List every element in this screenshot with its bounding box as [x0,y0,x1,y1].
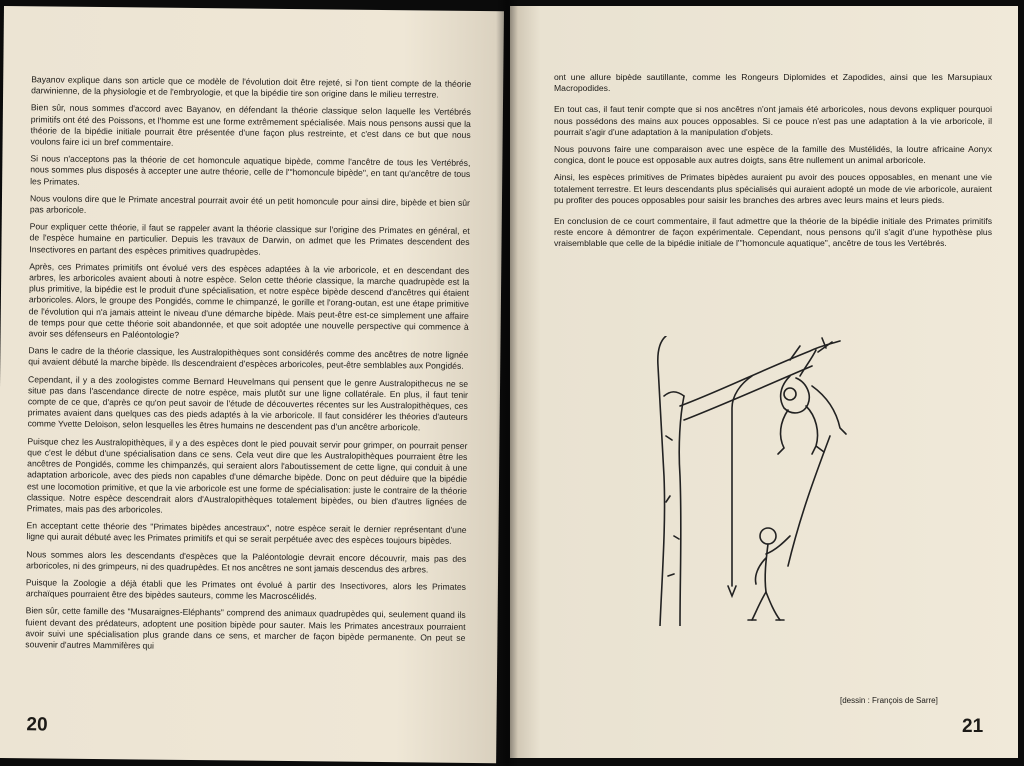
paragraph: En tout cas, il faut tenir compte que si nos ancêtres n'ont jamais été arboricoles, nous devons expliquer pourquoi nous possédons des mains aux pouces opposables. Si ce pouce n'est pas une adaptation à la vie arboricole, il pourrait s'agir d'une adaptation à la manipulation d'objets. [554,104,992,137]
paragraph: Nous voulons dire que le Primate ancestral pourrait avoir été un petit homoncule pour ainsi dire, bipède et bien sûr pas arboricole. [29,193,471,215]
paragraph: Pour expliquer cette théorie, il faut se rappeler avant la théorie classique sur l'origine des Primates en général, et de l'espèce humaine en particulier. Depuis les travaux de Darwin, on admet que les Primates descendent des Insectivores en partant des espèces primitives quadrupèdes. [29,221,470,257]
paragraph: En conclusion de ce court commentaire, il faut admettre que la théorie de la bipédie initiale des Primates primitifs reste encore à démontrer de façon expérimentale. Cependant, nous pensons qu'il s'agit d'une hypothèse plus vraisemblable que celle de la bipédie initiale de l'"homoncule aquatique", ancêtre de tous les Vertébrés. [554,216,992,249]
paragraph: Ainsi, les espèces primitives de Primates bipèdes auraient pu avoir des pouces opposables, en menant une vie totalement terrestre. Et leurs descendants plus spécialisés qui auraient adopté un mode de vie arboricole, auraient pu profiter des pouces opposables pour saisir les branches des arbres avec leurs mains et leurs pieds. [554,172,992,205]
paragraph: Si nous n'acceptons pas la théorie de cet homoncule aquatique bipède, comme l'ancêtre de tous les Vertébrés, nous sommes plus disposés à accepter une autre théorie, celle de l'"homoncule bipède", en tant qu'ancêtre de tous les Primates. [30,153,471,187]
paragraph: Cependant, il y a des zoologistes comme Bernard Heuvelmans qui pensent que le genre Australopithecus ne se situe pas dans l'ascendance directe de notre espèce, mais plutôt sur une ligne collatérale. En plus, il faut tenir compte de ce que, d'après ce qu'on peut savoir de l'étude de découvertes récentes sur les Australopithèques, ces primates avaient dans quelques cas des pieds adaptés à la vie arboricole. Il faut considérer les théories d'auteurs comme Yvette Deloison, selon lesquelles les êtres humains ne descendent pas d'un ancêtre arboricole. [27,373,469,433]
primate-illustration [640,336,880,626]
illustration-credit: [dessin : François de Sarre] [840,696,938,705]
paragraph: Bien sûr, nous sommes d'accord avec Bayanov, en défendant la théorie classique selon laquelle les Vertébrés primitifs ont été des Poissons, et l'homme est une forme extrêmement spécialisée. Mais nous pensons aussi que la théorie de la bipédie initiale pourrait être présentée d'une façon plus restreinte, et c'est dans ce but que nous voulons faire ici un bref commentaire. [30,102,471,148]
right-page [510,6,1018,758]
left-page-text [25,74,471,661]
book-gutter [496,0,518,766]
paragraph: Puisque chez les Australopithèques, il y a des espèces dont le pied pouvait servir pour grimper, on pourrait penser que c'est le début d'une spécialisation dans ce sens. Cela veut dire que les Australopithèques pourraient être les ancêtres de Pongidés, comme les chimpanzés, qui seraient alors l'aboutissement de cette ligne, qui conduit à une adaptation arboricole, avec des pieds non capables d'une démarche bipède. Donc on peut déduire que la bipédie est une locomotion primitive, et que la vie arboricole est une forme de spécialisation: juste le contraire de la théorie classique. Notre espèce descendrait alors d'Australopithèques totalement bipèdes, ou bien d'autres lignées de Primates, mais pas des arboricoles. [26,435,468,515]
paragraph: Nous sommes alors les descendants d'espèces que la Paléontologie devrait encore découvrir, mais pas des arboricoles, ni des grimpeurs, ni des quadrupèdes. Et nos ancêtres ne sont jamais descendus des arbres. [26,548,467,575]
left-page [0,6,504,763]
paragraph: Bien sûr, cette famille des "Musaraignes-Eléphants" comprend des animaux quadrupèdes qui, seulement quand ils fuient devant des prédateurs, adoptent une position bipède pour sauter. Mais les Primates ancestraux pourraient avoir suivi une spécialisation plus grande dans ce sens, et marcher de façon bipède permanente. On peut se souvenir d'autres Mammifères qui [25,605,466,651]
paragraph: ont une allure bipède sautillante, comme les Rongeurs Diplomides et Zapodides, ainsi que les Marsupiaux Macropodides. [554,72,992,94]
paragraph: Après, ces Primates primitifs ont évolué vers des espèces adaptées à la vie arboricole, et en descendant des arbres, les arboricoles avaient abouti à notre espèce. Selon cette théorie classique, la marche quadrupède est la plus primitive, la bipédie est le produit d'une spécialisation, et notre espèce bipède descend d'ancêtres qui étaient arboricoles. Alors, le groupe des Pongidés, comme le chimpanzé, le gorille et l'orang-outan, est une étape primitive de l'évolution qui n'a jamais atteint le niveau d'une démarche bipède. Mais peut-être est-ce simplement une affaire de temps pour que cette théorie soit abandonnée, et que soit adoptée une nouvelle perspective qui commence à avoir ses défenseurs en Paléontologie? [28,261,470,340]
paragraph: Puisque la Zoologie a déjà établi que les Primates ont évolué à partir des Insectivores, alors les Primates archaïques pourraient être des bipèdes sauteurs, comme les Macroscélidés. [25,577,466,602]
page-number-left: 20 [26,714,48,736]
paragraph: Bayanov explique dans son article que ce modèle de l'évolution doit être rejeté, si l'on tient compte de la théorie darwinienne, de la physiologie et de l'embryologie, et que la bipédie tire son origine dans le milieu terrestre. [31,74,472,100]
paragraph: En acceptant cette théorie des "Primates bipèdes ancestraux", notre espèce serait le dernier représentant d'une ligne qui aurait débuté avec les Primates primitifs et qui se serait perpétuée avec des espèces toujours bipèdes. [26,520,467,547]
paragraph: Nous pouvons faire une comparaison avec une espèce de la famille des Mustélidés, la loutre africaine Aonyx congica, dont le pouce est opposable aux autres doigts, sans être nullement un animal arboricole. [554,144,992,166]
paragraph: Dans le cadre de la théorie classique, les Australopithèques sont considérés comme des ancêtres de notre lignée qui avaient débuté la marche bipède. Ils descendraient d'espèces arboricoles, peut-être semblables aux Pongidés. [28,345,469,372]
right-page-text [554,72,992,256]
page-number-right: 21 [962,716,984,737]
